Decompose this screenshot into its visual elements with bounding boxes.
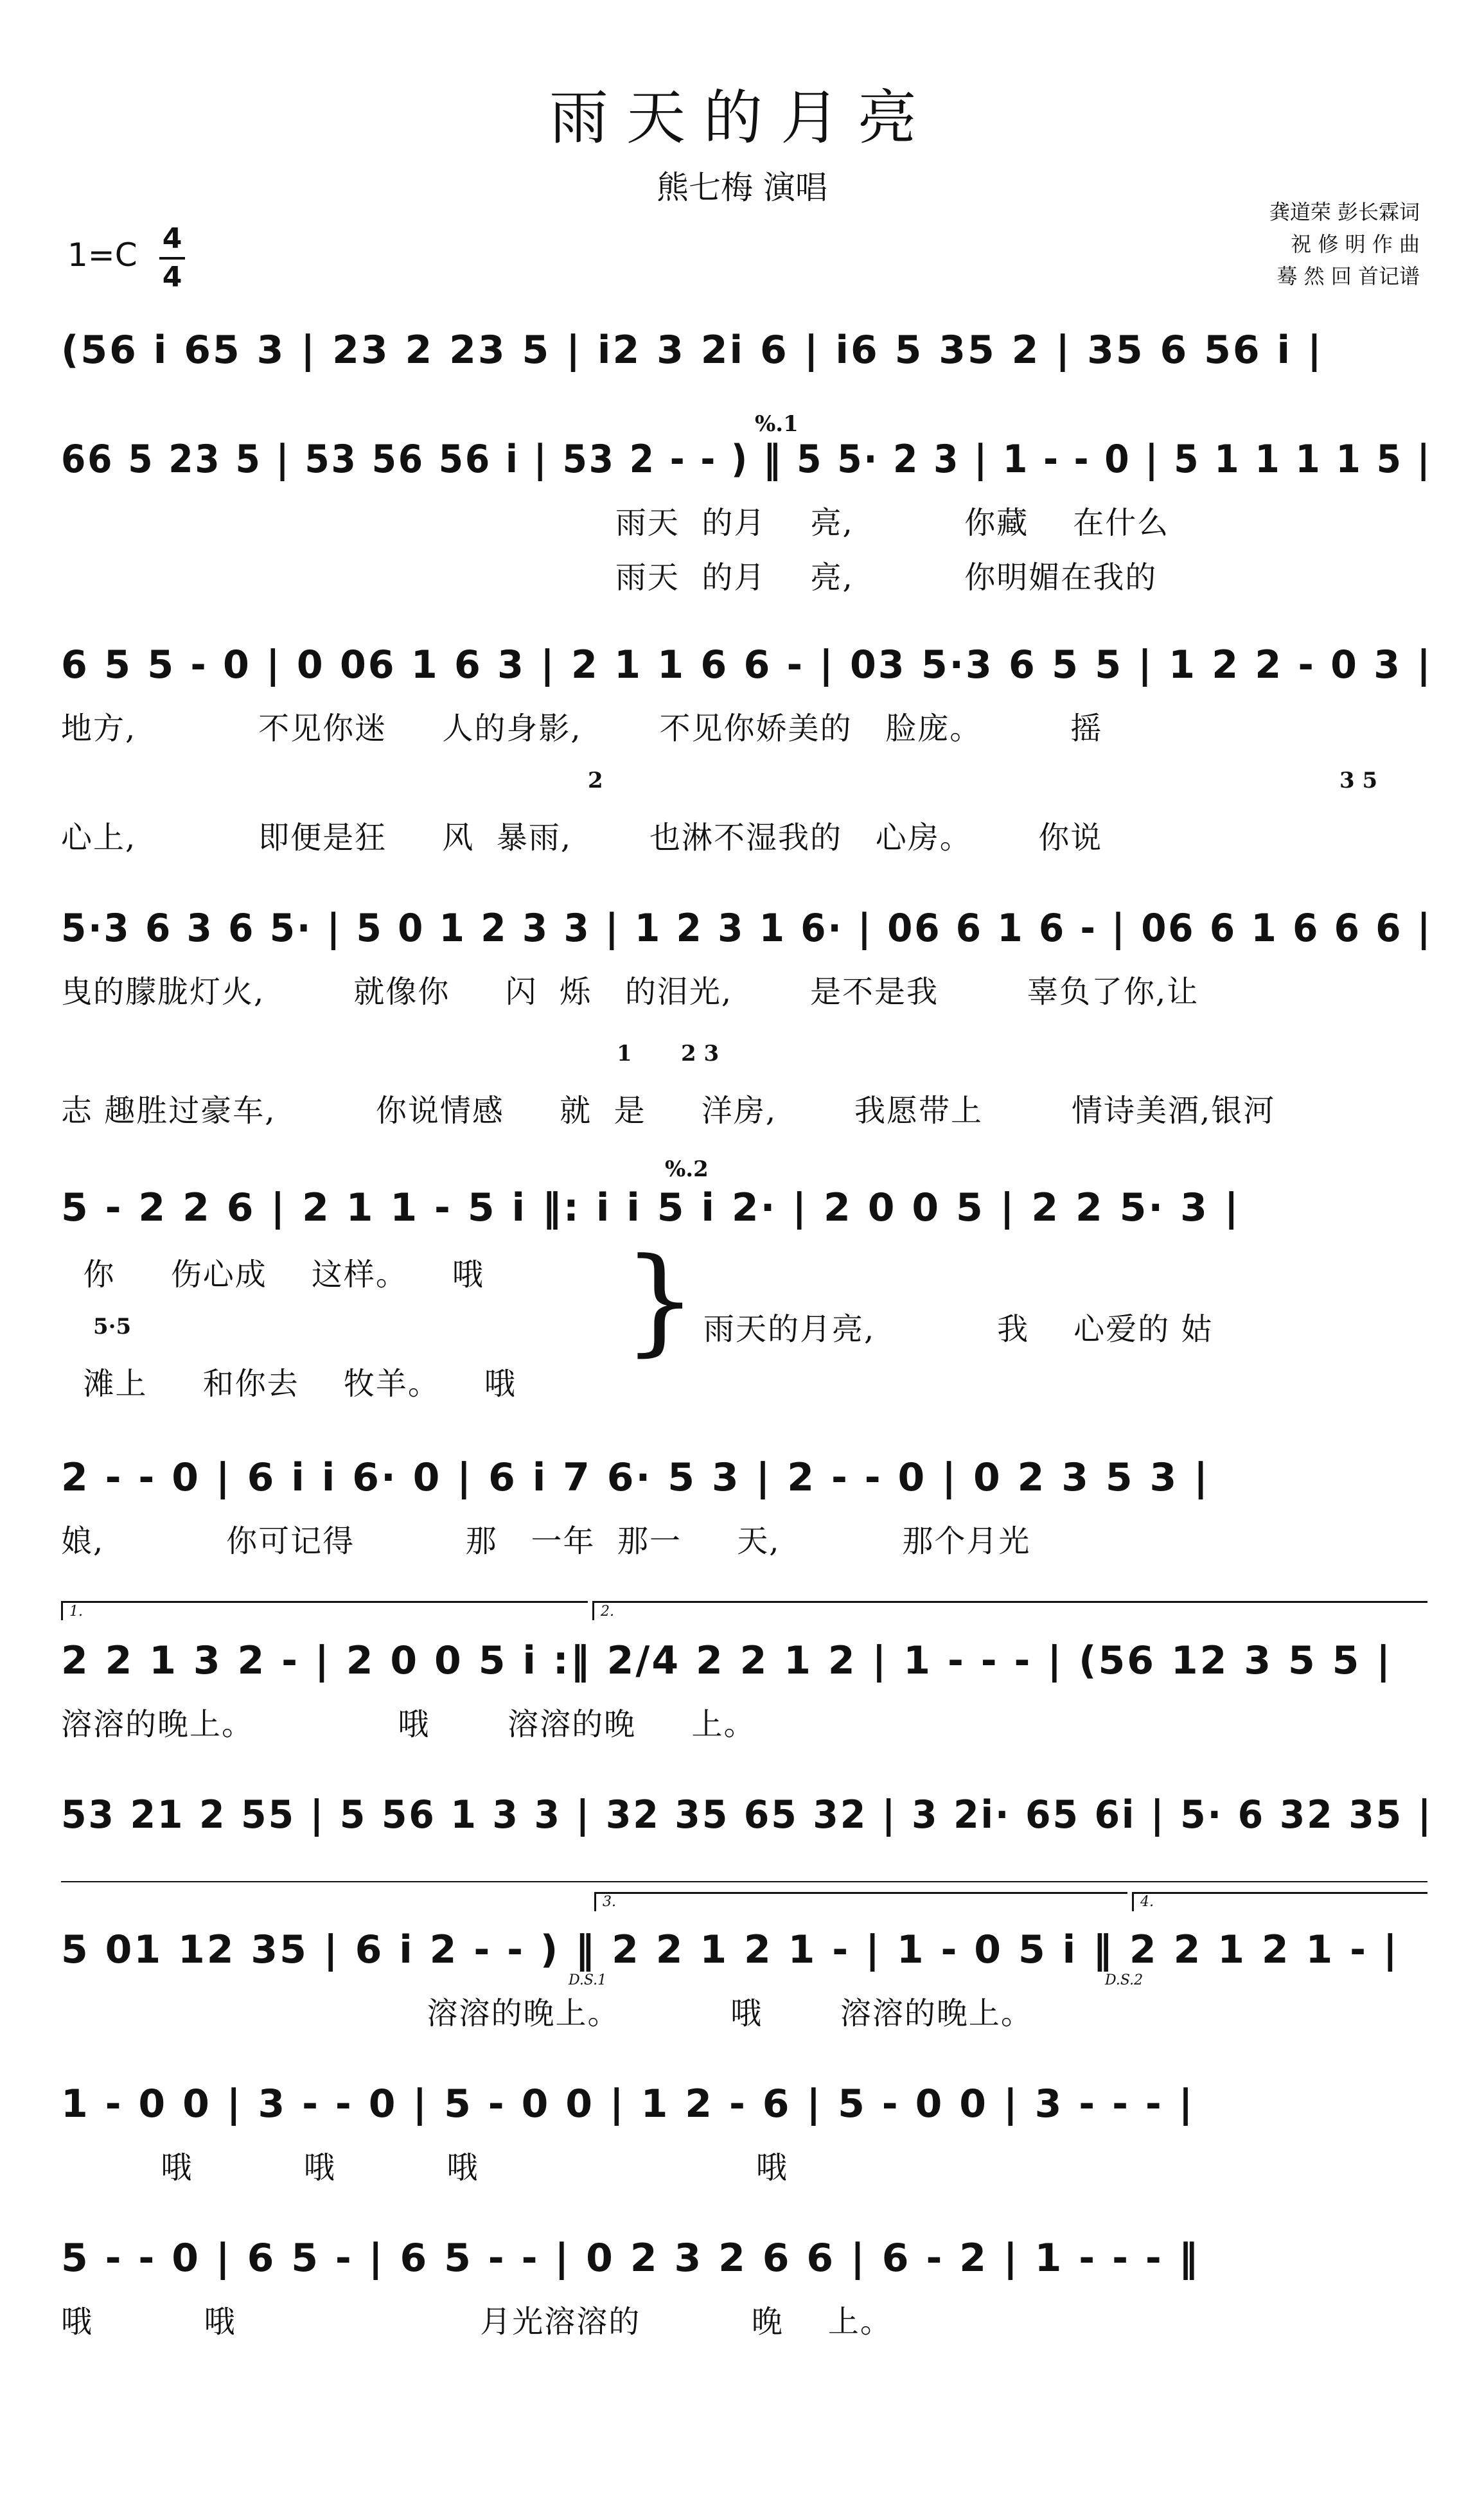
volta-label-4: 4. bbox=[1140, 1894, 1154, 1910]
volta-hook-3 bbox=[594, 1892, 596, 1911]
song-title: 雨天的月亮 bbox=[549, 84, 935, 152]
lyric-line-9: 溶溶的晚上。 哦 溶溶的晚上。 bbox=[61, 1995, 1033, 2031]
lyric-line-6: 娘, 你可记得 那 一年 那一 天, 那个月光 bbox=[61, 1523, 1031, 1559]
ds1-mark: D.S.1 bbox=[569, 1972, 607, 1988]
key-signature: 1=C bbox=[67, 236, 137, 274]
notation-line-5: 5 - 2 2 6 | 2 1 1 - 5 i ‖: i i 5 i 2· | 2 0 0 5 | 2 2 5· 3 | bbox=[61, 1185, 1241, 1230]
lyric-line-4a: 曳的朦胧灯火, 就像你 闪 烁 的泪光, 是不是我 辜负了你,让 bbox=[61, 974, 1199, 1010]
volta-label-1: 1. bbox=[69, 1604, 83, 1620]
variant-note-3b: 3 5 bbox=[1339, 768, 1378, 793]
lyric-line-4b: 志 趣胜过豪车, 你说情感 就 是 洋房, 我愿带上 情诗美酒,银河 bbox=[61, 1093, 1276, 1129]
variant-note-5: 5·5 bbox=[93, 1314, 132, 1339]
singer-credit: 熊七梅 演唱 bbox=[657, 169, 827, 206]
composer-credit: 祝 修 明 作 曲 bbox=[1291, 232, 1420, 256]
time-divider bbox=[159, 257, 185, 260]
volta-bracket-1 bbox=[61, 1601, 588, 1603]
lyricist-credit: 龚道荣 彭长霖词 bbox=[1269, 200, 1420, 224]
notation-line-8: 53 21 2 55 | 5 56 1 3 3 | 32 35 65 32 | 3 2i· 65 6i | 5· 6 32 35 | bbox=[61, 1792, 1433, 1837]
time-signature bbox=[159, 224, 185, 293]
lyric-line-5c: 雨天的月亮, 我 心爱的 姑 bbox=[703, 1311, 1214, 1347]
notation-line-11: 5 - - 0 | 6 5 - | 6 5 - - | 0 2 3 2 6 6 | 6 - 2 | 1 - - - ‖ bbox=[61, 2236, 1200, 2281]
volta-bracket-4 bbox=[1132, 1892, 1427, 1894]
variant-note-3a: 2 bbox=[588, 768, 603, 793]
segno-mark-2: %.2 bbox=[665, 1156, 709, 1182]
volta-hook-2 bbox=[592, 1601, 594, 1620]
variant-note-4b: 2 3 bbox=[681, 1041, 720, 1066]
lyric-line-11: 哦 哦 月光溶溶的 晚 上。 bbox=[61, 2304, 892, 2340]
verse-brace: } bbox=[623, 1233, 697, 1368]
time-denominator: 4 bbox=[162, 261, 182, 294]
volta-bracket-2 bbox=[592, 1601, 1427, 1603]
notation-line-1: (56 i 65 3 | 23 2 23 5 | i2 3 2i 6 | i6 5 35 2 | 35 6 56 i | bbox=[61, 328, 1323, 373]
notation-line-10: 1 - 0 0 | 3 - - 0 | 5 - 0 0 | 1 2 - 6 | 5 - 0 0 | 3 - - - | bbox=[61, 2081, 1195, 2126]
lyric-line-2b: 雨天 的月 亮, 你明媚在我的 bbox=[61, 560, 1158, 596]
staff-divider bbox=[61, 1881, 1427, 1882]
lyric-line-7: 溶溶的晚上。 哦 溶溶的晚 上。 bbox=[61, 1706, 756, 1742]
lyric-line-5a: 你 伤心成 这样。 哦 bbox=[61, 1257, 484, 1293]
volta-label-3: 3. bbox=[603, 1894, 616, 1910]
volta-hook-4 bbox=[1132, 1892, 1134, 1911]
volta-bracket-3 bbox=[594, 1892, 1127, 1894]
time-numerator: 4 bbox=[162, 222, 182, 255]
notation-line-4: 5·3 6 3 6 5· | 5 0 1 2 3 3 | 1 2 3 1 6· | 06 6 1 6 - | 06 6 1 6 6 6 | bbox=[61, 906, 1433, 951]
lyric-line-2a: 雨天 的月 亮, 你藏 在什么 bbox=[61, 505, 1170, 541]
lyric-line-3a: 地方, 不见你迷 人的身影, 不见你娇美的 脸庞。 摇 bbox=[61, 711, 1103, 747]
ds2-mark: D.S.2 bbox=[1105, 1972, 1144, 1988]
transcriber-credit: 蓦 然 回 首记谱 bbox=[1276, 264, 1420, 288]
notation-line-7: 2 2 1 3 2 - | 2 0 0 5 i :‖ 2/4 2 2 1 2 | 1 - - - | (56 12 3 5 5 | bbox=[61, 1638, 1393, 1683]
notation-line-9: 5 01 12 35 | 6 i 2 - - ) ‖ 2 2 1 2 1 - | 1 - 0 5 i ‖ 2 2 1 2 1 - | bbox=[61, 1927, 1399, 1972]
volta-label-2: 2. bbox=[601, 1604, 614, 1620]
notation-line-2: 66 5 23 5 | 53 56 56 i | 53 2 - - ) ‖ 5 5· 2 3 | 1 - - 0 | 5 1 1 1 1 5 | bbox=[61, 437, 1432, 482]
volta-hook-1 bbox=[61, 1601, 63, 1620]
notation-line-6: 2 - - 0 | 6 i i 6· 0 | 6 i 7 6· 5 3 | 2 - - 0 | 0 2 3 5 3 | bbox=[61, 1455, 1210, 1500]
segno-mark-1: %.1 bbox=[755, 411, 799, 437]
notation-line-3: 6 5 5 - 0 | 0 06 1 6 3 | 2 1 1 6 6 - | 03 5·3 6 5 5 | 1 2 2 - 0 3 | bbox=[61, 642, 1433, 687]
lyric-line-5b: 滩上 和你去 牧羊。 哦 bbox=[61, 1366, 517, 1402]
lyric-line-3b: 心上, 即便是狂 风 暴雨, 也淋不湿我的 心房。 你说 bbox=[61, 820, 1103, 856]
variant-note-4a: 1 bbox=[617, 1041, 632, 1066]
lyric-line-10: 哦 哦 哦 哦 bbox=[61, 2150, 788, 2186]
